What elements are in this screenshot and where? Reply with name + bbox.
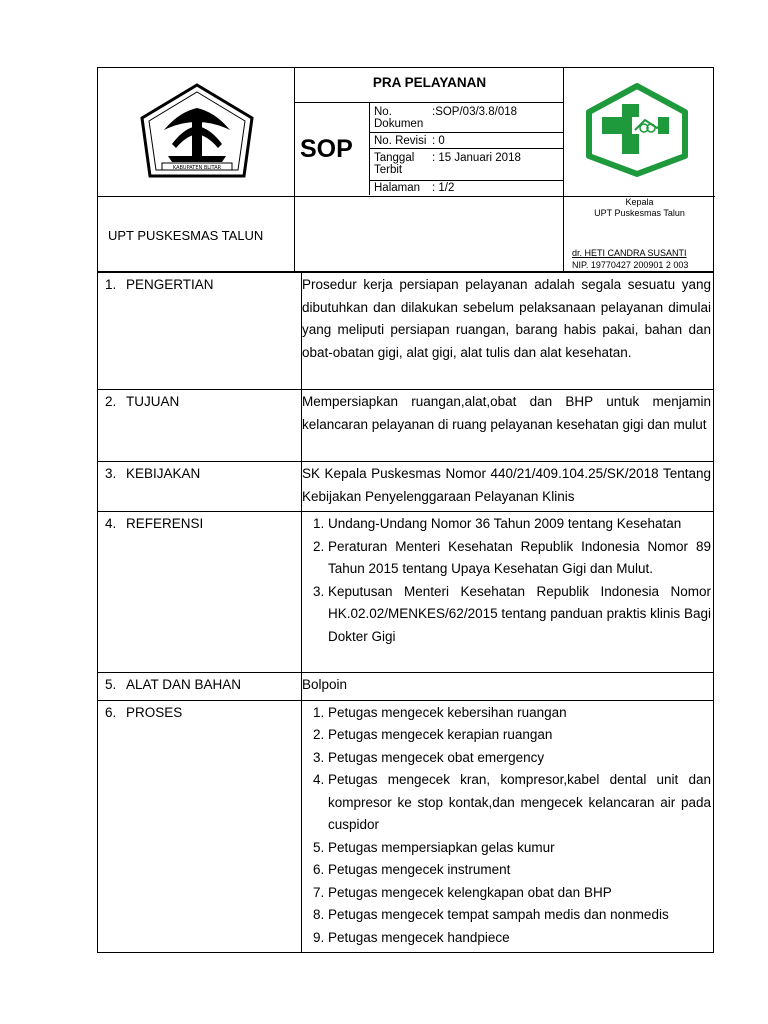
meta-label: Tanggal Terbit [374,152,415,176]
list-item: 2. Petugas mengecek kerapian ruangan [328,724,711,747]
section-number: 1. [105,277,117,292]
section-label: PROSES [126,704,183,720]
section-text: Mempersiapkan ruangan,alat,obat dan BHP untuk menjamin kelancaran pelayanan di ruang pelayanan kesehatan gigi dan mulut [302,390,714,462]
puskesmas-logo-icon [583,82,691,178]
section-text: Prosedur kerja persiapan pelayanan adalah segala sesuatu yang dibutuhkan dan dilakukan sebelum pelaksanaan pelayanan dimulai yang meliputi persiapan ruangan, barang habis pakai, bahan dan obat-obatan gigi, alat gigi, alat tulis dan alat kesehatan. [302,273,714,390]
section-label-cell [98,462,302,512]
section-label: TUJUAN [126,394,180,409]
header-divider [369,148,563,149]
list-item: 3. Keputusan Menteri Kesehatan Republik Indonesia Nomor HK.02.02/MENKES/62/2015 tentang panduan praktis klinis Bagi Dokter Gigi [328,581,711,649]
header-divider [369,180,563,181]
kepala-block [564,197,715,219]
signer-nip: NIP. 19770427 200901 2 003 [572,260,689,270]
meta-value: : 0 [432,135,445,147]
meta-label: No. Dokumen [374,106,424,130]
section-label-cell [98,390,302,462]
list-item: 1. Petugas mengecek kebersihan ruangan [328,702,711,725]
proses-list [302,702,711,950]
header-divider [98,196,294,197]
section-label-cell [98,673,302,701]
list-item: 1. Undang-Undang Nomor 36 Tahun 2009 tentang Kesehatan [328,513,711,536]
section-number: 6. [105,704,117,720]
list-item: 5. Petugas mempersiapkan gelas kumur [328,837,711,860]
section-list-cell [302,700,714,953]
section-text: SK Kepala Puskesmas Nomor 440/21/409.104.25/SK/2018 Tentang Kebijakan Penyelenggaraan Pelayanan Klinis [302,462,714,512]
section-label: PENGERTIAN [126,277,214,292]
section-row-alat-bahan [98,673,714,701]
list-item: 4. Petugas mengecek kran, kompresor,kabel dental unit dan kompresor ke stop kontak,dan mengecek kelancaran air pada cuspidor [328,769,711,837]
header-divider [294,102,563,103]
signer-name: dr. HETI CANDRA SUSANTI [572,248,687,258]
sop-document [97,67,714,953]
section-number: 3. [105,466,117,481]
header-divider [294,68,295,271]
section-row-referensi [98,512,714,673]
section-row-pengertian [98,273,714,390]
meta-label: Halaman [374,182,421,194]
section-row-kebijakan [98,462,714,512]
list-item: 3. Petugas mengecek obat emergency [328,747,711,770]
section-text: Bolpoin [302,673,714,701]
meta-value: :SOP/03/3.8/018 [432,106,518,118]
section-label-cell [98,700,302,953]
list-item: 6. Petugas mengecek instrument [328,859,711,882]
section-label: REFERENSI [126,516,204,531]
page-title: PRA PELAYANAN [372,75,487,90]
list-item: 7. Petugas mengecek kelengkapan obat dan BHP [328,882,711,905]
referensi-list [302,513,711,648]
meta-label: No. Revisi [374,135,427,147]
list-item: 9. Petugas mengecek handpiece [328,927,711,950]
list-item: 8. Petugas mengecek tempat sampah medis dan nonmedis [328,904,711,927]
list-item: 2. Peraturan Menteri Kesehatan Republik Indonesia Nomor 89 Tahun 2015 tentang Upaya Kesehatan Gigi dan Mulut. [328,536,711,581]
section-list-cell [302,512,714,673]
header-divider [563,68,564,271]
kabupaten-blitar-emblem-icon [134,82,260,180]
sop-label: SOP [300,135,353,163]
meta-value: : 15 Januari 2018 [432,152,521,164]
section-number: 4. [105,516,117,531]
section-row-proses [98,700,714,953]
section-number: 2. [105,394,117,409]
sop-header [97,67,714,272]
kepala-title: Kepala [625,197,654,207]
emblem-text: KABUPATEN BLITAR [172,165,222,171]
header-divider [369,132,563,133]
section-label: ALAT DAN BAHAN [126,677,242,692]
section-label-cell [98,273,302,390]
org-name: UPT PUSKESMAS TALUN [108,228,264,243]
meta-value: : 1/2 [432,182,455,194]
section-row-tujuan [98,390,714,462]
section-label: KEBIJAKAN [126,466,201,481]
section-number: 5. [105,677,117,692]
section-label-cell [98,512,302,673]
sop-sections-table [97,272,714,953]
kepala-unit: UPT Puskesmas Talun [594,208,685,218]
